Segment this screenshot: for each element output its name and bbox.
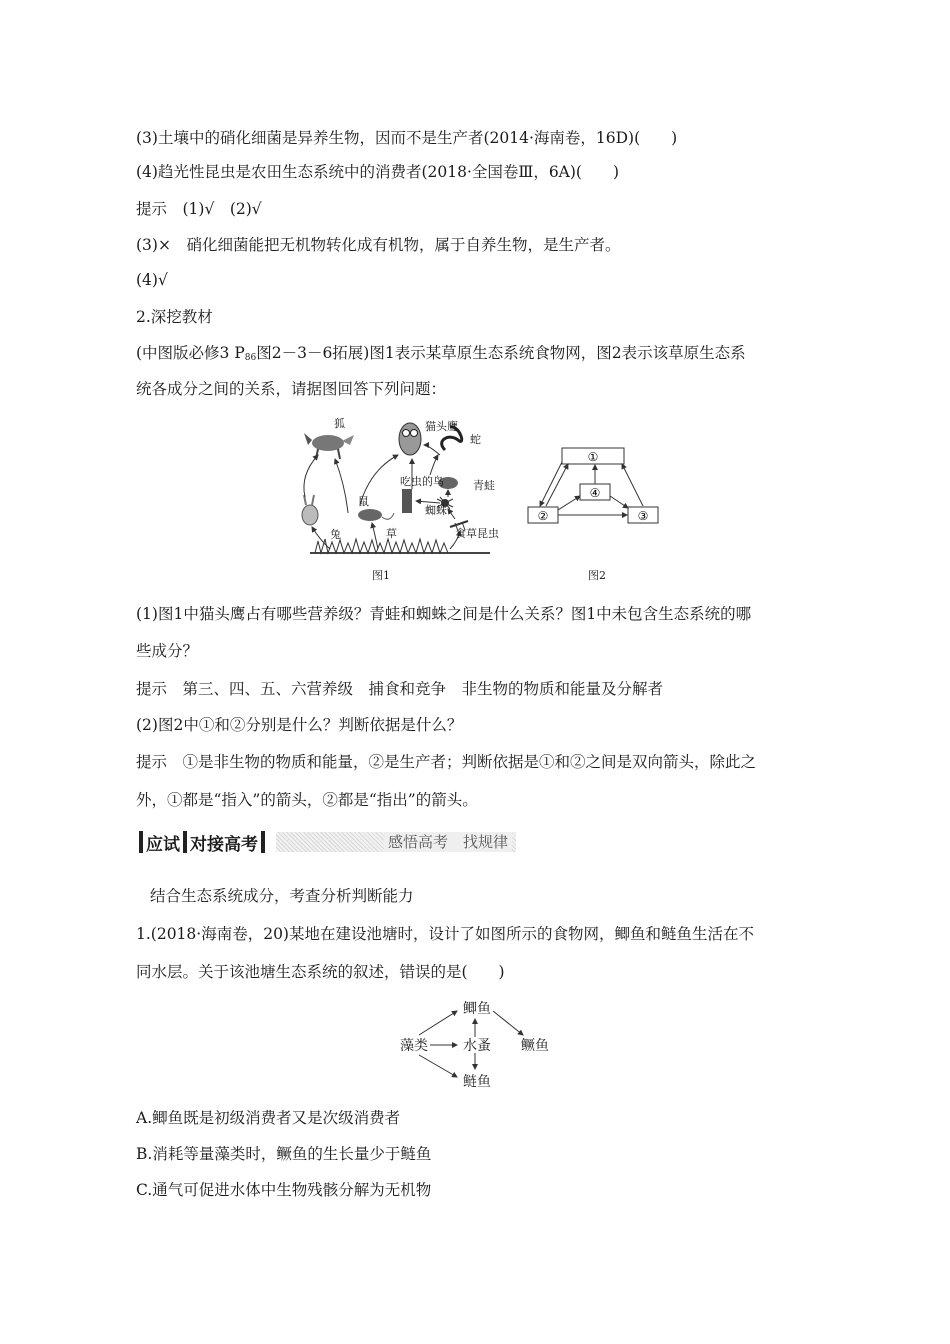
page-subscript: 86 (244, 353, 257, 363)
intro-line-2: 统各成分之间的关系，请据图回答下列问题： (136, 380, 447, 398)
question-1-line-1: (1)图1中猫头鹰占有哪些营养级？青蛙和蜘蛛之间是什么关系？图1中未包含生态系统的哪 (136, 605, 752, 623)
grass-icon (310, 539, 490, 553)
option-a: A.鲫鱼既是初级消费者又是次级消费者 (136, 1109, 401, 1127)
food-web-arrows (304, 445, 460, 549)
exam-question-line-2: 同水层。关于该池塘生态系统的叙述，错误的是( ) (136, 963, 505, 981)
answer-3: (3)× 硝化细菌能把无机物转化成有机物，属于自养生物，是生产者。 (136, 236, 621, 254)
frog-label: 青蛙 (473, 479, 495, 492)
fox-icon (304, 433, 354, 459)
banner-tag (136, 829, 268, 855)
banner-strip (276, 832, 516, 852)
banner-tag-1: 应试 (146, 834, 180, 855)
spider-label: 蜘蛛 (425, 504, 447, 517)
banner-hint: 感悟高考 找规律 (384, 832, 512, 852)
rabbit-label: 兔 (330, 528, 341, 541)
box-1-label: ① (587, 450, 599, 464)
tip-answer-2-line-1: 提示 ①是非生物的物质和能量，②是生产者；判断依据是①和②之间是双向箭头，除此之 (136, 753, 757, 771)
option-b: B.消耗等量藻类时，鳜鱼的生长量少于鲢鱼 (136, 1145, 432, 1163)
topic-line: 结合生态系统成分，考查分析判断能力 (150, 887, 414, 905)
tip-answers-1-2: 提示 (1)√ (2)√ (136, 200, 262, 218)
insect-label: 食草昆虫 (455, 527, 499, 540)
banner-divider (139, 831, 143, 853)
intro-line-1 (136, 342, 746, 369)
owl-label: 猫头鹰 (425, 420, 458, 433)
intro-part-a: (中图版必修3 P (136, 344, 245, 362)
silver-label: 鲢鱼 (463, 1074, 491, 1090)
figure-1-caption: 图1 (372, 569, 390, 582)
box-3-label: ③ (637, 509, 649, 523)
option-c: C.通气可促进水体中生物残骸分解为无机物 (136, 1181, 432, 1199)
question-1-line-2: 些成分？ (136, 642, 199, 660)
exam-question-line-1: 1.(2018·海南卷，20)某地在建设池塘时，设计了如图所示的食物网，鲫鱼和鲢鱼生活在不 (136, 925, 754, 943)
flea-label: 水蚤 (463, 1038, 491, 1054)
box-4-label: ④ (589, 486, 601, 500)
tip-answer-2-line-2: 外，①都是“指入”的箭头，②都是“指出”的箭头。 (136, 791, 478, 809)
banner-divider (183, 831, 187, 853)
figure-2-diagram (522, 440, 672, 535)
statement-3: (3)土壤中的硝化细菌是异养生物，因而不是生产者(2014·海南卷，16D)( ) (136, 129, 678, 147)
statement-4: (4)趋光性昆虫是农田生态系统中的消费者(2018·全国卷Ⅲ，6A)( ) (136, 163, 620, 181)
banner-divider (261, 831, 265, 853)
crucian-label: 鲫鱼 (463, 1001, 491, 1017)
tip-answer-1: 提示 第三、四、五、六营养级 捕食和竞争 非生物的物质和能量及分解者 (136, 680, 664, 698)
mandarin-label: 鳜鱼 (521, 1038, 549, 1054)
banner-tag-2: 对接高考 (190, 834, 258, 855)
grass-label: 草 (386, 527, 397, 540)
bird-icon (402, 489, 412, 513)
fox-label: 狐 (334, 417, 345, 430)
figure-2-caption: 图2 (588, 569, 606, 582)
box-2-label: ② (537, 509, 549, 523)
answer-4: (4)√ (136, 271, 168, 289)
algae-label: 藻类 (400, 1038, 428, 1054)
pond-food-web (395, 997, 560, 1092)
section-heading-2: 2.深挖教材 (136, 308, 213, 326)
mouse-icon (358, 509, 394, 521)
bird-label: 吃虫的鸟 (400, 475, 444, 488)
mouse-label: 鼠 (358, 495, 369, 508)
owl-icon (399, 423, 421, 455)
question-2: (2)图2中①和②分别是什么？判断依据是什么？ (136, 716, 463, 734)
rabbit-icon (302, 495, 318, 525)
figure-1-food-web (290, 415, 510, 565)
snake-label: 蛇 (470, 433, 481, 446)
section-banner (136, 829, 516, 855)
intro-part-b: 图2－3－6拓展)图1表示某草原生态系统食物网，图2表示该草原生态系 (256, 344, 746, 362)
